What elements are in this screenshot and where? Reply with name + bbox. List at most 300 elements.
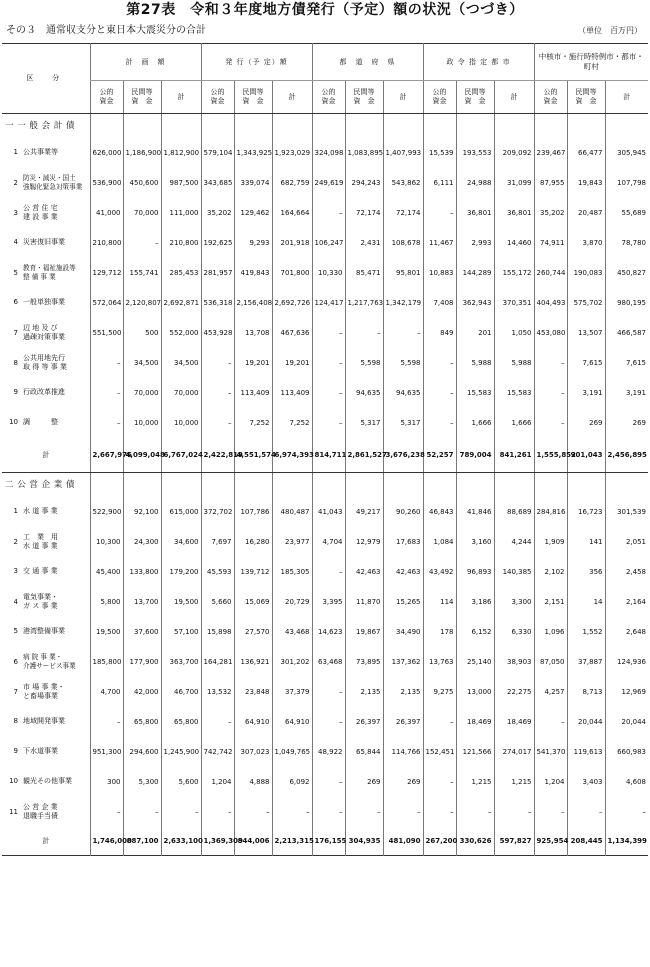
row-label	[2, 348, 90, 378]
value-cell: 10,000	[161, 408, 201, 438]
value-cell: 4,608	[605, 767, 648, 797]
value-cell: 12,979	[345, 527, 383, 557]
value-cell: 124,417	[312, 288, 345, 318]
value-cell: 7,252	[234, 408, 272, 438]
row-name	[23, 717, 65, 726]
table-row	[2, 408, 648, 438]
row-name-line: 一般単独事業	[23, 298, 65, 307]
value-cell: 43,492	[423, 557, 456, 587]
empty-cell	[605, 473, 648, 498]
value-cell: 22,275	[494, 677, 534, 707]
total-value-cell: 597,827	[494, 827, 534, 856]
subcolumn-header-line: 資 金	[353, 97, 375, 105]
row-label	[2, 138, 90, 168]
total-row	[2, 438, 648, 473]
value-cell: 849	[423, 318, 456, 348]
row-number: 8	[13, 717, 18, 726]
total-value-cell: 3,676,238	[383, 438, 423, 473]
row-name-line: 取 得 等 事 業	[23, 363, 67, 371]
row-label	[2, 497, 90, 527]
total-value-cell: 481,090	[383, 827, 423, 856]
value-cell: 10,883	[423, 258, 456, 288]
empty-cell	[312, 114, 345, 139]
value-cell: 23,977	[272, 527, 312, 557]
row-label	[2, 797, 90, 827]
value-cell: 48,922	[312, 737, 345, 767]
value-cell: 13,000	[456, 677, 494, 707]
subcolumn-header-line: 資金	[432, 97, 447, 105]
row-label	[2, 168, 90, 198]
subcolumn-header-line: 資 金	[575, 97, 597, 105]
empty-cell	[383, 473, 423, 498]
value-cell: –	[90, 378, 123, 408]
value-cell: 3,395	[312, 587, 345, 617]
value-cell: 18,469	[494, 707, 534, 737]
total-value-cell: 789,004	[456, 438, 494, 473]
row-number: 3	[13, 208, 18, 217]
value-cell: 1,049,765	[272, 737, 312, 767]
total-value-cell: 2,456,895	[605, 438, 648, 473]
value-cell: 20,729	[272, 587, 312, 617]
row-number: 2	[13, 537, 18, 546]
value-cell: 7,615	[605, 348, 648, 378]
subcolumn-header-line: 民間等	[353, 88, 375, 96]
bond-issuance-table	[2, 43, 648, 856]
row-name-line: 公 営 住 宅	[23, 204, 58, 212]
value-cell: 124,936	[605, 647, 648, 677]
value-cell: 34,490	[383, 617, 423, 647]
value-cell: –	[534, 707, 567, 737]
subcolumn-header	[456, 81, 494, 114]
value-cell: 201	[456, 318, 494, 348]
value-cell: 133,800	[123, 557, 161, 587]
value-cell: 4,700	[90, 677, 123, 707]
row-name-line: 公 営 企 業	[23, 803, 58, 811]
section-title: 二 公 営 企 業 債	[5, 479, 76, 490]
value-cell: 64,910	[272, 707, 312, 737]
total-value-cell: 52,257	[423, 438, 456, 473]
value-cell: 2,151	[534, 587, 567, 617]
empty-cell	[423, 473, 456, 498]
value-cell: 3,160	[456, 527, 494, 557]
value-cell: –	[605, 797, 648, 827]
value-cell: 6,092	[272, 767, 312, 797]
value-cell: 74,911	[534, 228, 567, 258]
value-cell: 6,111	[423, 168, 456, 198]
value-cell: 1,096	[534, 617, 567, 647]
subcolumn-header-line: 計	[288, 92, 296, 101]
row-name-line: 公共事業等	[23, 148, 58, 157]
row-name	[23, 298, 65, 307]
value-cell: 12,969	[605, 677, 648, 707]
value-cell: 137,362	[383, 647, 423, 677]
row-label	[2, 198, 90, 228]
value-cell: 65,800	[123, 707, 161, 737]
value-cell: 3,300	[494, 587, 534, 617]
value-cell: 284,816	[534, 497, 567, 527]
value-cell: 3,191	[567, 378, 605, 408]
value-cell: 15,583	[494, 378, 534, 408]
value-cell: 1,215	[494, 767, 534, 797]
value-cell: 363,700	[161, 647, 201, 677]
value-cell: 2,648	[605, 617, 648, 647]
value-cell: 14	[567, 587, 605, 617]
row-name-line: 電気事業・	[23, 593, 58, 601]
row-name	[23, 747, 58, 756]
value-cell: 294,600	[123, 737, 161, 767]
value-cell: 45,400	[90, 557, 123, 587]
value-cell: 193,553	[456, 138, 494, 168]
value-cell: –	[423, 797, 456, 827]
value-cell: 5,988	[494, 348, 534, 378]
value-cell: 20,044	[567, 707, 605, 737]
total-value-cell: 6,974,393	[272, 438, 312, 473]
value-cell: 19,867	[345, 617, 383, 647]
value-cell: 419,843	[234, 258, 272, 288]
row-name	[23, 533, 58, 551]
value-cell: 18,469	[456, 707, 494, 737]
empty-cell	[494, 114, 534, 139]
value-cell: –	[312, 677, 345, 707]
value-cell: 90,260	[383, 497, 423, 527]
table-row	[2, 198, 648, 228]
value-cell: 1,084	[423, 527, 456, 557]
value-cell: –	[234, 797, 272, 827]
value-cell: –	[123, 797, 161, 827]
total-value-cell: 176,155	[312, 827, 345, 856]
value-cell: –	[90, 348, 123, 378]
table-row	[2, 617, 648, 647]
value-cell: 269	[383, 767, 423, 797]
value-cell: 113,409	[272, 378, 312, 408]
value-cell: 281,957	[201, 258, 234, 288]
value-cell: –	[201, 797, 234, 827]
value-cell: 129,712	[90, 258, 123, 288]
value-cell: –	[423, 378, 456, 408]
row-label	[2, 737, 90, 767]
value-cell: 87,050	[534, 647, 567, 677]
subcolumn-header-line: 公的	[543, 88, 558, 96]
row-number: 6	[13, 657, 18, 666]
table-row	[2, 557, 648, 587]
value-cell: 55,689	[605, 198, 648, 228]
value-cell: 25,140	[456, 647, 494, 677]
value-cell: 450,827	[605, 258, 648, 288]
value-cell: 7,408	[423, 288, 456, 318]
row-name-line: 交 通 事 業	[23, 567, 58, 576]
value-cell: 57,100	[161, 617, 201, 647]
value-cell: 1,923,029	[272, 138, 312, 168]
value-cell: 1,083,895	[345, 138, 383, 168]
value-cell: 4,257	[534, 677, 567, 707]
value-cell: 372,702	[201, 497, 234, 527]
total-value-cell: 330,626	[456, 827, 494, 856]
value-cell: 36,801	[456, 198, 494, 228]
value-cell: 13,507	[567, 318, 605, 348]
value-cell: 2,993	[456, 228, 494, 258]
value-cell: 536,900	[90, 168, 123, 198]
value-cell: –	[423, 348, 456, 378]
value-cell: 987,500	[161, 168, 201, 198]
value-cell: 41,043	[312, 497, 345, 527]
table-row	[2, 767, 648, 797]
row-name-line: 行政改革推進	[23, 388, 65, 397]
value-cell: 260,744	[534, 258, 567, 288]
value-cell: 35,202	[534, 198, 567, 228]
value-cell: 742,742	[201, 737, 234, 767]
value-cell: 10,000	[123, 408, 161, 438]
value-cell: 660,983	[605, 737, 648, 767]
value-cell: 6,152	[456, 617, 494, 647]
row-name	[23, 418, 58, 427]
row-number: 5	[13, 627, 18, 636]
section-title: 一 一 般 会 計 債	[5, 120, 76, 131]
table-row	[2, 348, 648, 378]
subcolumn-header-line: 公的	[432, 88, 447, 96]
value-cell: 31,099	[494, 168, 534, 198]
total-value-cell: 304,935	[345, 827, 383, 856]
row-name-line: 市 場 事 業・	[23, 683, 65, 691]
value-cell: 305,945	[605, 138, 648, 168]
value-cell: 178	[423, 617, 456, 647]
value-cell: –	[312, 767, 345, 797]
value-cell: 20,487	[567, 198, 605, 228]
value-cell: 70,000	[123, 198, 161, 228]
value-cell: 274,017	[494, 737, 534, 767]
value-cell: 5,598	[383, 348, 423, 378]
total-value-cell: 1,369,309	[201, 827, 234, 856]
subcolumn-header	[383, 81, 423, 114]
value-cell: 7,697	[201, 527, 234, 557]
total-value-cell: 925,954	[534, 827, 567, 856]
value-cell: 249,619	[312, 168, 345, 198]
total-label: 計	[42, 836, 50, 845]
value-cell: 552,000	[161, 318, 201, 348]
empty-cell	[312, 473, 345, 498]
subcolumn-header-line: 資金	[210, 97, 225, 105]
total-value-cell: 208,445	[567, 827, 605, 856]
value-cell: 65,844	[345, 737, 383, 767]
row-name-line: 港湾整備事業	[23, 627, 65, 636]
value-cell: 192,625	[201, 228, 234, 258]
row-name	[23, 148, 58, 157]
total-value-cell: 2,633,100	[161, 827, 201, 856]
value-cell: 5,660	[201, 587, 234, 617]
row-name-line: 整 備 事 業	[23, 273, 56, 281]
value-cell: 87,955	[534, 168, 567, 198]
table-row	[2, 258, 648, 288]
value-cell: 536,318	[201, 288, 234, 318]
value-cell: 66,477	[567, 138, 605, 168]
row-label	[2, 378, 90, 408]
value-cell: 35,202	[201, 198, 234, 228]
value-cell: 5,598	[345, 348, 383, 378]
empty-cell	[567, 114, 605, 139]
value-cell: 64,910	[234, 707, 272, 737]
value-cell: 190,083	[567, 258, 605, 288]
value-cell: –	[534, 408, 567, 438]
row-label	[2, 288, 90, 318]
value-cell: 26,397	[345, 707, 383, 737]
row-name	[23, 627, 65, 636]
value-cell: 34,500	[161, 348, 201, 378]
group-header-prefectures: 都 道 府 県	[312, 44, 423, 81]
value-cell: –	[201, 378, 234, 408]
value-cell: 19,843	[567, 168, 605, 198]
value-cell: 92,100	[123, 497, 161, 527]
value-cell: 294,243	[345, 168, 383, 198]
total-value-cell: 1,746,000	[90, 827, 123, 856]
total-row	[2, 827, 648, 856]
value-cell: –	[312, 198, 345, 228]
value-cell: 140,385	[494, 557, 534, 587]
value-cell: 185,800	[90, 647, 123, 677]
subcolumn-header-line: 公的	[210, 88, 225, 96]
table-row	[2, 707, 648, 737]
value-cell: –	[312, 318, 345, 348]
value-cell: 370,351	[494, 288, 534, 318]
value-cell: 13,700	[123, 587, 161, 617]
value-cell: 2,120,807	[123, 288, 161, 318]
value-cell: 19,201	[272, 348, 312, 378]
row-number: 3	[13, 567, 18, 576]
value-cell: 1,342,179	[383, 288, 423, 318]
row-number: 10	[9, 777, 18, 786]
total-value-cell: 4,551,574	[234, 438, 272, 473]
row-name-line: 観光その他事業	[23, 777, 72, 786]
table-row	[2, 497, 648, 527]
value-cell: 13,763	[423, 647, 456, 677]
section-header-row	[2, 473, 648, 498]
value-cell: –	[90, 797, 123, 827]
row-number: 4	[13, 238, 18, 247]
value-cell: 1,552	[567, 617, 605, 647]
row-number: 1	[13, 507, 18, 516]
value-cell: 450,600	[123, 168, 161, 198]
row-name	[23, 204, 58, 222]
empty-cell	[345, 473, 383, 498]
subcolumn-header-line: 民間等	[464, 88, 486, 96]
section-header-row	[2, 114, 648, 139]
total-value-cell: 844,006	[234, 827, 272, 856]
row-name-line: 下水道事業	[23, 747, 58, 756]
value-cell: 1,186,900	[123, 138, 161, 168]
subcolumn-header	[201, 81, 234, 114]
empty-cell	[534, 473, 567, 498]
value-cell: 543,862	[383, 168, 423, 198]
value-cell: 307,023	[234, 737, 272, 767]
table-row	[2, 527, 648, 557]
value-cell: 269	[605, 408, 648, 438]
row-name-line: 教育・福祉施設等	[23, 264, 76, 272]
total-label: 計	[2, 438, 90, 473]
row-label	[2, 228, 90, 258]
group-header-issued: 発 行（予 定）額	[201, 44, 312, 81]
row-number: 9	[13, 388, 18, 397]
value-cell: 8,713	[567, 677, 605, 707]
subcolumn-header-line: 資 金	[242, 97, 264, 105]
subcolumn-header	[605, 81, 648, 114]
value-cell: –	[345, 318, 383, 348]
table-row	[2, 587, 648, 617]
category-header: 区 分	[2, 44, 90, 114]
value-cell: 324,098	[312, 138, 345, 168]
row-name	[23, 324, 65, 342]
empty-cell	[234, 114, 272, 139]
total-value-cell: 2,213,315	[272, 827, 312, 856]
value-cell: 164,281	[201, 647, 234, 677]
value-cell: 541,370	[534, 737, 567, 767]
value-cell: 85,471	[345, 258, 383, 288]
subcolumn-header-line: 公的	[321, 88, 336, 96]
value-cell: 1,217,763	[345, 288, 383, 318]
empty-cell	[161, 473, 201, 498]
row-name	[23, 238, 65, 247]
value-cell: 14,460	[494, 228, 534, 258]
row-name-line: 地域開発事業	[23, 717, 65, 726]
row-name	[23, 354, 67, 372]
empty-cell	[423, 114, 456, 139]
value-cell: 41,846	[456, 497, 494, 527]
value-cell: 575,702	[567, 288, 605, 318]
value-cell: 239,467	[534, 138, 567, 168]
value-cell: 951,300	[90, 737, 123, 767]
value-cell: 119,613	[567, 737, 605, 767]
value-cell: 2,692,871	[161, 288, 201, 318]
value-cell: 42,463	[383, 557, 423, 587]
value-cell: 73,895	[345, 647, 383, 677]
value-cell: –	[494, 797, 534, 827]
value-cell: 19,500	[90, 617, 123, 647]
value-cell: 300	[90, 767, 123, 797]
row-name	[23, 507, 58, 516]
row-label	[2, 617, 90, 647]
empty-cell	[456, 473, 494, 498]
row-label	[2, 318, 90, 348]
group-header-core-cities: 中核市・施行時特例市・都市・町村	[534, 44, 648, 81]
value-cell: 1,215	[456, 767, 494, 797]
table-row	[2, 168, 648, 198]
empty-cell	[123, 473, 161, 498]
value-cell: 42,000	[123, 677, 161, 707]
header-row-groups	[2, 44, 648, 81]
value-cell: 4,704	[312, 527, 345, 557]
total-value-cell: 841,261	[494, 438, 534, 473]
value-cell: 2,458	[605, 557, 648, 587]
subcolumn-header	[534, 81, 567, 114]
group-header-designated-cities: 政 令 指 定 都 市	[423, 44, 534, 81]
value-cell: 41,000	[90, 198, 123, 228]
subcolumn-header	[312, 81, 345, 114]
subcolumn-header-line: 資金	[543, 97, 558, 105]
value-cell: 3,191	[605, 378, 648, 408]
row-name	[23, 264, 76, 282]
value-cell: 551,500	[90, 318, 123, 348]
empty-cell	[272, 114, 312, 139]
value-cell: 94,635	[345, 378, 383, 408]
value-cell: 78,780	[605, 228, 648, 258]
value-cell: 155,741	[123, 258, 161, 288]
value-cell: 23,848	[234, 677, 272, 707]
value-cell: 6,330	[494, 617, 534, 647]
total-value-cell: 2,422,819	[201, 438, 234, 473]
value-cell: 10,330	[312, 258, 345, 288]
row-name-line: 介護サービス事業	[23, 662, 76, 670]
value-cell: –	[161, 797, 201, 827]
value-cell: 10,300	[90, 527, 123, 557]
value-cell: 24,988	[456, 168, 494, 198]
row-name-line: 過疎対策事業	[23, 333, 65, 341]
